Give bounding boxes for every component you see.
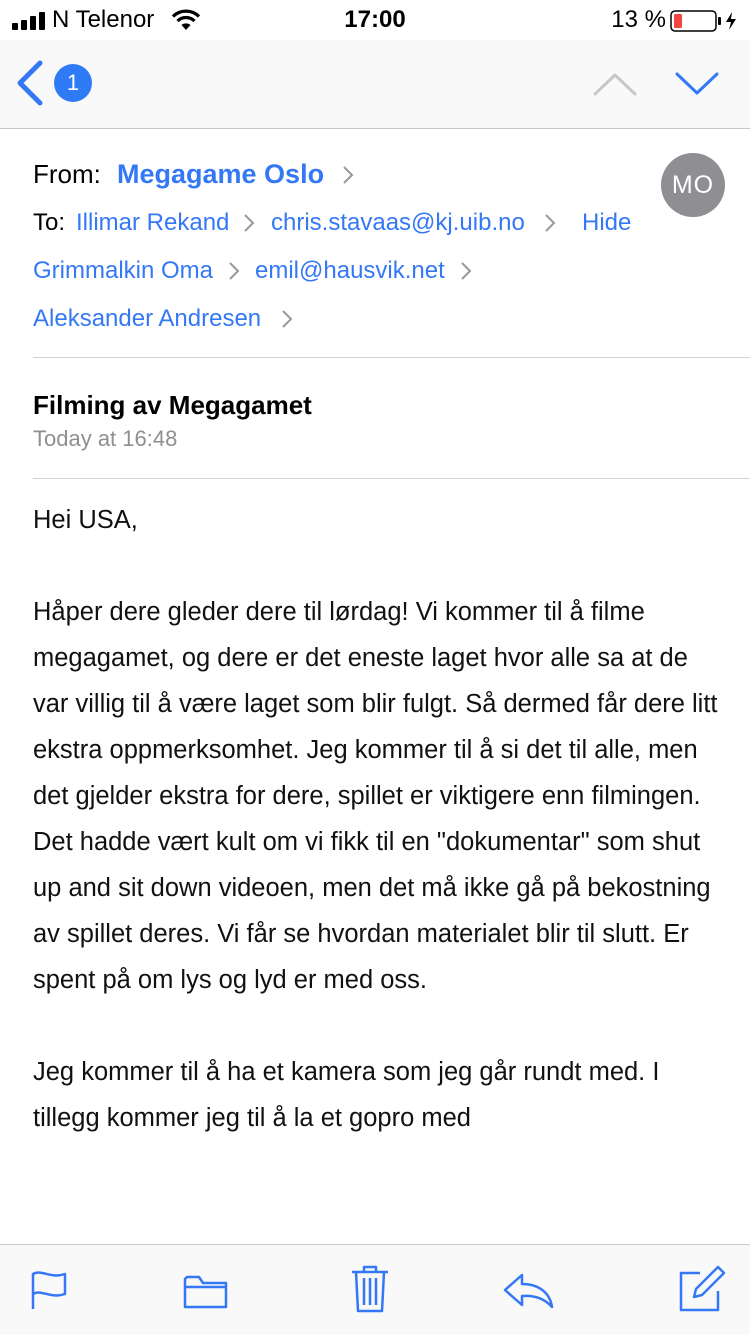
subject-divider [33, 478, 750, 479]
nav-bar [0, 40, 750, 129]
trash-icon[interactable] [350, 1264, 390, 1314]
chevron-right-icon [459, 261, 473, 281]
folder-icon[interactable] [183, 1273, 229, 1309]
down-chevron-icon[interactable] [673, 70, 721, 98]
recipient-item[interactable]: emil@hausvik.net [255, 257, 445, 284]
message-subject: Filming av Megagamet [33, 390, 312, 420]
message-date: Today at 16:48 [33, 426, 178, 451]
to-label: To: [33, 209, 66, 236]
hide-recipients-button[interactable]: Hide [582, 209, 632, 236]
recipient-item[interactable]: Aleksander Andresen [33, 305, 262, 332]
avatar[interactable]: MO [661, 153, 725, 217]
reply-icon[interactable] [502, 1273, 554, 1309]
message-greeting: Hei USA, [33, 506, 138, 534]
message-paragraph: Jeg kommer til å ha et kamera som jeg går rundt med. I tillegg kommer jeg til å la et gopro med [33, 1058, 660, 1132]
from-sender[interactable]: Megagame Oslo [117, 159, 325, 189]
chevron-right-icon [280, 309, 294, 329]
bottom-toolbar [0, 1244, 750, 1335]
battery-icon [670, 9, 742, 33]
recipient-item[interactable]: chris.stavaas@kj.uib.no [271, 209, 525, 236]
message-body [33, 497, 723, 1187]
up-chevron-icon[interactable] [591, 70, 639, 98]
from-label: From: [33, 159, 101, 189]
flag-icon[interactable] [30, 1269, 70, 1311]
chevron-right-icon [543, 213, 557, 233]
compose-icon[interactable] [678, 1265, 726, 1313]
recipient-item[interactable]: Illimar Rekand [76, 209, 230, 236]
header-divider [33, 357, 750, 358]
back-chevron-icon[interactable] [14, 60, 46, 106]
carrier-name: N Telenor [52, 6, 155, 33]
chevron-right-icon [341, 165, 355, 185]
message-paragraph: Håper dere gleder dere til lørdag! Vi kommer til å filme megagamet, og dere er det eneste laget hvor alle sa at de var villig til å være laget som blir fulgt. Så dermed får dere litt ekstra oppmerksomhet. Jeg kommer til å si det til alle, men det gjelder ekstra for dere, spillet er viktigere enn filmingen. Det hadde vært kult om vi fikk til en "dokumentar" som shut up and sit down videoen, men det må ikke gå på bekostning av spillet deres. Vi får se hvordan materialet blir til slutt. Er spent på om lys og lyd er med oss. [33, 598, 718, 994]
chevron-right-icon [227, 261, 241, 281]
status-bar [0, 0, 750, 40]
chevron-right-icon [242, 213, 256, 233]
battery-percent: 13 % [611, 6, 666, 33]
recipient-item[interactable]: Grimmalkin Oma [33, 257, 214, 284]
status-time: 17:00 [344, 6, 406, 33]
unread-badge[interactable]: 1 [54, 64, 92, 102]
